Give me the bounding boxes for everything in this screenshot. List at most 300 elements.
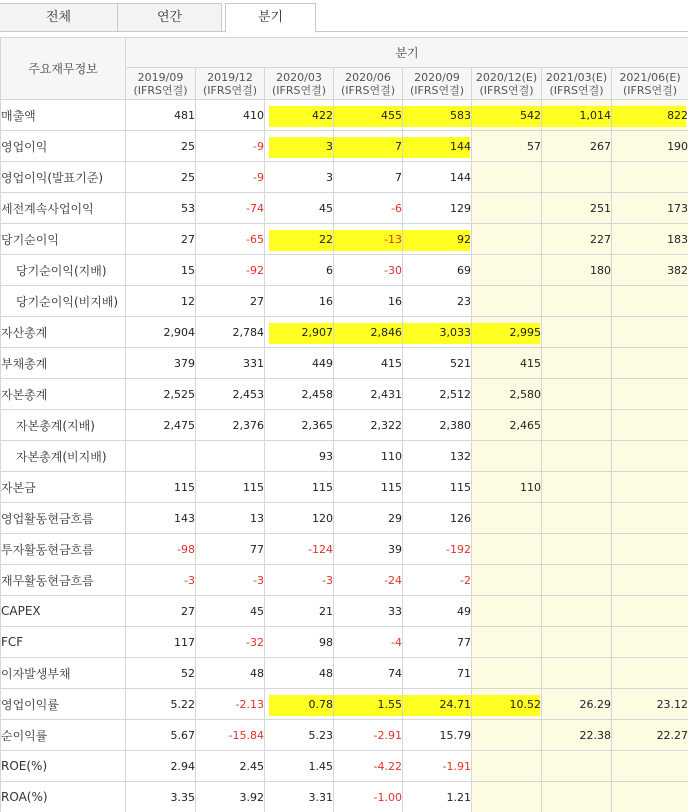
cell-value: 71 xyxy=(457,666,471,680)
table-cell xyxy=(126,193,196,224)
cell-value: 7 xyxy=(395,170,402,184)
period-header xyxy=(126,68,196,100)
table-cell xyxy=(334,751,403,782)
table-cell xyxy=(542,565,612,596)
table-cell xyxy=(265,441,334,472)
table-cell xyxy=(334,410,403,441)
table-cell xyxy=(196,193,265,224)
cell-value: 74 xyxy=(388,666,402,680)
period-header xyxy=(472,68,542,100)
period-date: 2019/09 xyxy=(137,70,184,84)
table-cell xyxy=(196,286,265,317)
cell-value: 132 xyxy=(450,449,471,463)
financial-summary-table xyxy=(0,37,688,812)
cell-value: 39 xyxy=(388,542,402,556)
period-basis: (IFRS연결) xyxy=(623,83,678,97)
table-cell xyxy=(472,720,542,751)
table-cell xyxy=(334,534,403,565)
cell-value: 1.55 xyxy=(377,697,402,711)
table-cell xyxy=(403,472,472,503)
table-cell xyxy=(472,751,542,782)
table-cell xyxy=(542,751,612,782)
table-cell xyxy=(196,689,265,720)
cell-value: 449 xyxy=(312,356,333,370)
row-label: 자산총계 xyxy=(1,317,126,348)
period-basis: (IFRS연결) xyxy=(409,83,465,97)
table-cell xyxy=(472,565,542,596)
cell-value: -30 xyxy=(384,263,402,277)
row-label: 매출액 xyxy=(1,100,126,131)
table-cell xyxy=(196,100,265,131)
row-label: 영업이익(발표기준) xyxy=(1,162,126,193)
cell-value: 22 xyxy=(319,232,333,246)
table-cell xyxy=(196,534,265,565)
cell-value: 22.27 xyxy=(656,728,688,742)
cell-value: -65 xyxy=(246,232,264,246)
table-cell xyxy=(472,193,542,224)
table-row xyxy=(1,565,688,596)
table-row xyxy=(1,224,688,255)
table-cell xyxy=(612,534,688,565)
cell-value: 16 xyxy=(388,294,402,308)
cell-value: 2,322 xyxy=(370,418,402,432)
period-header xyxy=(334,68,403,100)
table-cell xyxy=(265,596,334,627)
table-cell xyxy=(542,286,612,317)
cell-value: 15.79 xyxy=(439,728,471,742)
period-header xyxy=(265,68,334,100)
period-basis: (IFRS연결) xyxy=(271,83,327,97)
cell-value: 25 xyxy=(181,170,195,184)
cell-value: 267 xyxy=(590,139,611,153)
cell-value: 410 xyxy=(243,108,264,122)
row-label: 자본총계(지배) xyxy=(1,410,126,441)
row-label: 당기순이익(지배) xyxy=(1,255,126,286)
table-cell xyxy=(612,596,688,627)
cell-value: 26.29 xyxy=(579,697,611,711)
cell-value: -74 xyxy=(246,201,264,215)
cell-value: -124 xyxy=(308,542,333,556)
table-cell xyxy=(196,348,265,379)
table-cell xyxy=(334,503,403,534)
table-cell xyxy=(612,720,688,751)
cell-value: -3 xyxy=(322,573,333,587)
table-cell xyxy=(542,255,612,286)
table-cell xyxy=(612,441,688,472)
cell-value: 12 xyxy=(181,294,195,308)
table-cell xyxy=(334,689,403,720)
tab-quarterly[interactable]: 분기 xyxy=(225,3,316,33)
cell-value: -9 xyxy=(253,139,264,153)
table-cell xyxy=(334,348,403,379)
table-cell xyxy=(612,100,688,131)
table-cell xyxy=(612,689,688,720)
row-label: 자본금 xyxy=(1,472,126,503)
row-label: 부채총계 xyxy=(1,348,126,379)
table-cell xyxy=(403,317,472,348)
cell-value: 382 xyxy=(667,263,688,277)
cell-value: 190 xyxy=(667,139,688,153)
row-label: 당기순이익(비지배) xyxy=(1,286,126,317)
table-cell xyxy=(334,193,403,224)
table-cell xyxy=(265,317,334,348)
cell-value: 379 xyxy=(174,356,195,370)
table-cell xyxy=(472,348,542,379)
period-basis: (IFRS연결) xyxy=(479,83,534,97)
table-cell xyxy=(472,100,542,131)
table-cell xyxy=(196,317,265,348)
table-row xyxy=(1,627,688,658)
row-label: ROE(%) xyxy=(1,751,126,782)
period-basis: (IFRS연결) xyxy=(133,83,188,97)
table-cell xyxy=(472,658,542,689)
table-row xyxy=(1,751,688,782)
table-cell xyxy=(472,503,542,534)
row-label: 재무활동현금흐름 xyxy=(1,565,126,596)
cell-value: 2,365 xyxy=(301,418,333,432)
table-cell xyxy=(472,286,542,317)
table-cell xyxy=(612,379,688,410)
row-label: 영업이익 xyxy=(1,131,126,162)
cell-value: 15 xyxy=(181,263,195,277)
cell-value: 92 xyxy=(457,232,471,246)
table-cell xyxy=(472,410,542,441)
table-cell xyxy=(612,751,688,782)
period-date: 2020/12(E) xyxy=(475,70,538,84)
table-cell xyxy=(403,503,472,534)
cell-value: 16 xyxy=(319,294,333,308)
table-cell xyxy=(265,410,334,441)
cell-value: 542 xyxy=(520,108,541,122)
cell-value: 3.92 xyxy=(239,790,264,804)
table-row xyxy=(1,162,688,193)
table-cell xyxy=(265,131,334,162)
cell-value: 2,525 xyxy=(163,387,195,401)
table-cell xyxy=(126,379,196,410)
table-cell xyxy=(126,131,196,162)
tab-annual[interactable]: 연간 xyxy=(117,3,222,32)
cell-value: -3 xyxy=(184,573,195,587)
table-cell xyxy=(403,255,472,286)
table-row xyxy=(1,255,688,286)
period-header xyxy=(542,68,612,100)
cell-value: 69 xyxy=(457,263,471,277)
table-row xyxy=(1,782,688,812)
row-label: 이자발생부채 xyxy=(1,658,126,689)
table-cell xyxy=(403,162,472,193)
table-row xyxy=(1,410,688,441)
row-label: FCF xyxy=(1,627,126,658)
table-cell xyxy=(612,193,688,224)
table-cell xyxy=(265,658,334,689)
table-cell xyxy=(334,379,403,410)
cell-value: 10.52 xyxy=(509,697,541,711)
table-cell xyxy=(196,627,265,658)
cell-value: -2.91 xyxy=(373,728,402,742)
cell-value: 120 xyxy=(312,511,333,525)
period-basis: (IFRS연결) xyxy=(340,83,396,97)
table-cell xyxy=(472,379,542,410)
table-cell xyxy=(542,472,612,503)
period-tabs xyxy=(0,0,688,32)
cell-value: 2,465 xyxy=(509,418,541,432)
cell-value: 2,580 xyxy=(509,387,541,401)
table-cell xyxy=(403,751,472,782)
cell-value: 583 xyxy=(450,108,471,122)
table-cell xyxy=(542,348,612,379)
table-cell xyxy=(196,224,265,255)
table-cell xyxy=(542,193,612,224)
cell-value: 3 xyxy=(326,139,333,153)
table-row xyxy=(1,658,688,689)
cell-value: 251 xyxy=(590,201,611,215)
table-cell xyxy=(126,596,196,627)
table-cell xyxy=(612,782,688,812)
table-cell xyxy=(265,782,334,812)
table-row xyxy=(1,193,688,224)
table-cell xyxy=(472,162,542,193)
period-date: 2019/12 xyxy=(207,70,253,84)
period-date: 2020/09 xyxy=(414,70,460,84)
cell-value: -4 xyxy=(391,635,402,649)
table-row xyxy=(1,379,688,410)
table-cell xyxy=(126,627,196,658)
cell-value: 126 xyxy=(450,511,471,525)
table-cell xyxy=(265,720,334,751)
table-row xyxy=(1,689,688,720)
table-cell xyxy=(403,658,472,689)
table-cell xyxy=(612,348,688,379)
table-cell xyxy=(472,472,542,503)
cell-value: 117 xyxy=(174,635,195,649)
table-cell xyxy=(334,317,403,348)
cell-value: 27 xyxy=(181,604,195,618)
cell-value: -1.00 xyxy=(373,790,402,804)
table-cell xyxy=(334,286,403,317)
table-cell xyxy=(265,503,334,534)
table-row xyxy=(1,100,688,131)
cell-value: 110 xyxy=(520,480,541,494)
cell-value: 2,453 xyxy=(232,387,264,401)
table-cell xyxy=(334,162,403,193)
period-header xyxy=(196,68,265,100)
period-header xyxy=(612,68,688,100)
table-cell xyxy=(542,534,612,565)
table-cell xyxy=(265,534,334,565)
row-label: ROA(%) xyxy=(1,782,126,812)
table-cell xyxy=(403,100,472,131)
table-cell xyxy=(542,131,612,162)
period-basis: (IFRS연결) xyxy=(202,83,258,97)
table-cell xyxy=(126,348,196,379)
cell-value: 33 xyxy=(388,604,402,618)
table-cell xyxy=(612,255,688,286)
cell-value: 13 xyxy=(250,511,264,525)
table-cell xyxy=(542,410,612,441)
table-cell xyxy=(472,689,542,720)
cell-value: 21 xyxy=(319,604,333,618)
table-cell xyxy=(542,720,612,751)
table-cell xyxy=(472,317,542,348)
table-cell xyxy=(334,472,403,503)
row-label: 당기순이익 xyxy=(1,224,126,255)
row-label: 영업활동현금흐름 xyxy=(1,503,126,534)
cell-value: 7 xyxy=(395,139,402,153)
table-cell xyxy=(126,317,196,348)
table-row xyxy=(1,534,688,565)
table-cell xyxy=(542,596,612,627)
cell-value: 45 xyxy=(250,604,264,618)
tab-all[interactable]: 전체 xyxy=(0,3,118,32)
table-cell xyxy=(196,472,265,503)
table-cell xyxy=(403,689,472,720)
table-cell xyxy=(265,751,334,782)
table-cell xyxy=(334,131,403,162)
cell-value: 331 xyxy=(243,356,264,370)
table-row xyxy=(1,441,688,472)
table-cell xyxy=(472,131,542,162)
period-header xyxy=(403,68,472,100)
cell-value: 3.31 xyxy=(308,790,333,804)
table-cell xyxy=(196,565,265,596)
table-cell xyxy=(403,379,472,410)
cell-value: 2,376 xyxy=(232,418,264,432)
cell-value: 1,014 xyxy=(579,108,611,122)
cell-value: -2 xyxy=(460,573,471,587)
table-cell xyxy=(612,472,688,503)
cell-value: 3.35 xyxy=(170,790,195,804)
cell-value: 6 xyxy=(326,263,333,277)
table-cell xyxy=(126,534,196,565)
row-label: 세전계속사업이익 xyxy=(1,193,126,224)
table-cell xyxy=(126,441,196,472)
table-corner-header: 주요재무정보 xyxy=(1,38,126,100)
table-cell xyxy=(472,441,542,472)
table-cell xyxy=(612,224,688,255)
cell-value: 129 xyxy=(450,201,471,215)
cell-value: 29 xyxy=(388,511,402,525)
table-row xyxy=(1,503,688,534)
table-cell xyxy=(334,596,403,627)
table-cell xyxy=(334,224,403,255)
cell-value: 173 xyxy=(667,201,688,215)
table-cell xyxy=(542,162,612,193)
cell-value: 2,458 xyxy=(301,387,333,401)
cell-value: 52 xyxy=(181,666,195,680)
table-row xyxy=(1,317,688,348)
table-cell xyxy=(612,627,688,658)
table-cell xyxy=(403,410,472,441)
cell-value: 2,904 xyxy=(163,325,195,339)
table-cell xyxy=(403,286,472,317)
table-cell xyxy=(403,193,472,224)
table-cell xyxy=(126,162,196,193)
table-cell xyxy=(542,689,612,720)
row-label: 영업이익률 xyxy=(1,689,126,720)
cell-value: 2,995 xyxy=(509,325,541,339)
table-cell xyxy=(612,162,688,193)
table-cell xyxy=(126,224,196,255)
table-cell xyxy=(196,503,265,534)
cell-value: 115 xyxy=(174,480,195,494)
cell-value: -24 xyxy=(384,573,402,587)
cell-value: 57 xyxy=(527,139,541,153)
cell-value: 25 xyxy=(181,139,195,153)
cell-value: 45 xyxy=(319,201,333,215)
cell-value: 115 xyxy=(243,480,264,494)
table-cell xyxy=(196,720,265,751)
cell-value: 455 xyxy=(381,108,402,122)
table-cell xyxy=(612,131,688,162)
cell-value: -3 xyxy=(253,573,264,587)
table-cell xyxy=(126,286,196,317)
cell-value: 49 xyxy=(457,604,471,618)
table-cell xyxy=(265,348,334,379)
cell-value: 521 xyxy=(450,356,471,370)
cell-value: 115 xyxy=(312,480,333,494)
cell-value: 22.38 xyxy=(579,728,611,742)
table-cell xyxy=(403,782,472,812)
table-cell xyxy=(612,410,688,441)
table-cell xyxy=(196,410,265,441)
table-cell xyxy=(334,782,403,812)
cell-value: 415 xyxy=(381,356,402,370)
row-label: CAPEX xyxy=(1,596,126,627)
table-row xyxy=(1,720,688,751)
cell-value: 2,431 xyxy=(370,387,402,401)
table-cell xyxy=(403,131,472,162)
table-cell xyxy=(542,658,612,689)
table-cell xyxy=(403,348,472,379)
cell-value: 110 xyxy=(381,449,402,463)
table-cell xyxy=(265,689,334,720)
cell-value: -4.22 xyxy=(373,759,402,773)
cell-value: 5.67 xyxy=(170,728,195,742)
table-cell xyxy=(472,596,542,627)
row-label: 자본총계(비지배) xyxy=(1,441,126,472)
cell-value: 144 xyxy=(450,139,471,153)
table-cell xyxy=(472,534,542,565)
cell-value: -32 xyxy=(246,635,264,649)
cell-value: -98 xyxy=(177,542,195,556)
table-cell xyxy=(196,379,265,410)
table-cell xyxy=(542,317,612,348)
table-cell xyxy=(196,162,265,193)
period-date: 2020/03 xyxy=(276,70,322,84)
cell-value: 422 xyxy=(312,108,333,122)
table-cell xyxy=(265,627,334,658)
table-cell xyxy=(265,379,334,410)
table-cell xyxy=(196,131,265,162)
table-cell xyxy=(126,782,196,812)
table-cell xyxy=(612,565,688,596)
table-cell xyxy=(196,255,265,286)
table-row xyxy=(1,286,688,317)
cell-value: -9 xyxy=(253,170,264,184)
table-cell xyxy=(612,286,688,317)
table-cell xyxy=(196,596,265,627)
table-cell xyxy=(403,441,472,472)
table-cell xyxy=(472,782,542,812)
table-cell xyxy=(542,503,612,534)
table-cell xyxy=(472,224,542,255)
table-cell xyxy=(403,596,472,627)
table-cell xyxy=(126,720,196,751)
cell-value: 23 xyxy=(457,294,471,308)
table-cell xyxy=(126,565,196,596)
table-cell xyxy=(472,255,542,286)
table-cell xyxy=(126,100,196,131)
